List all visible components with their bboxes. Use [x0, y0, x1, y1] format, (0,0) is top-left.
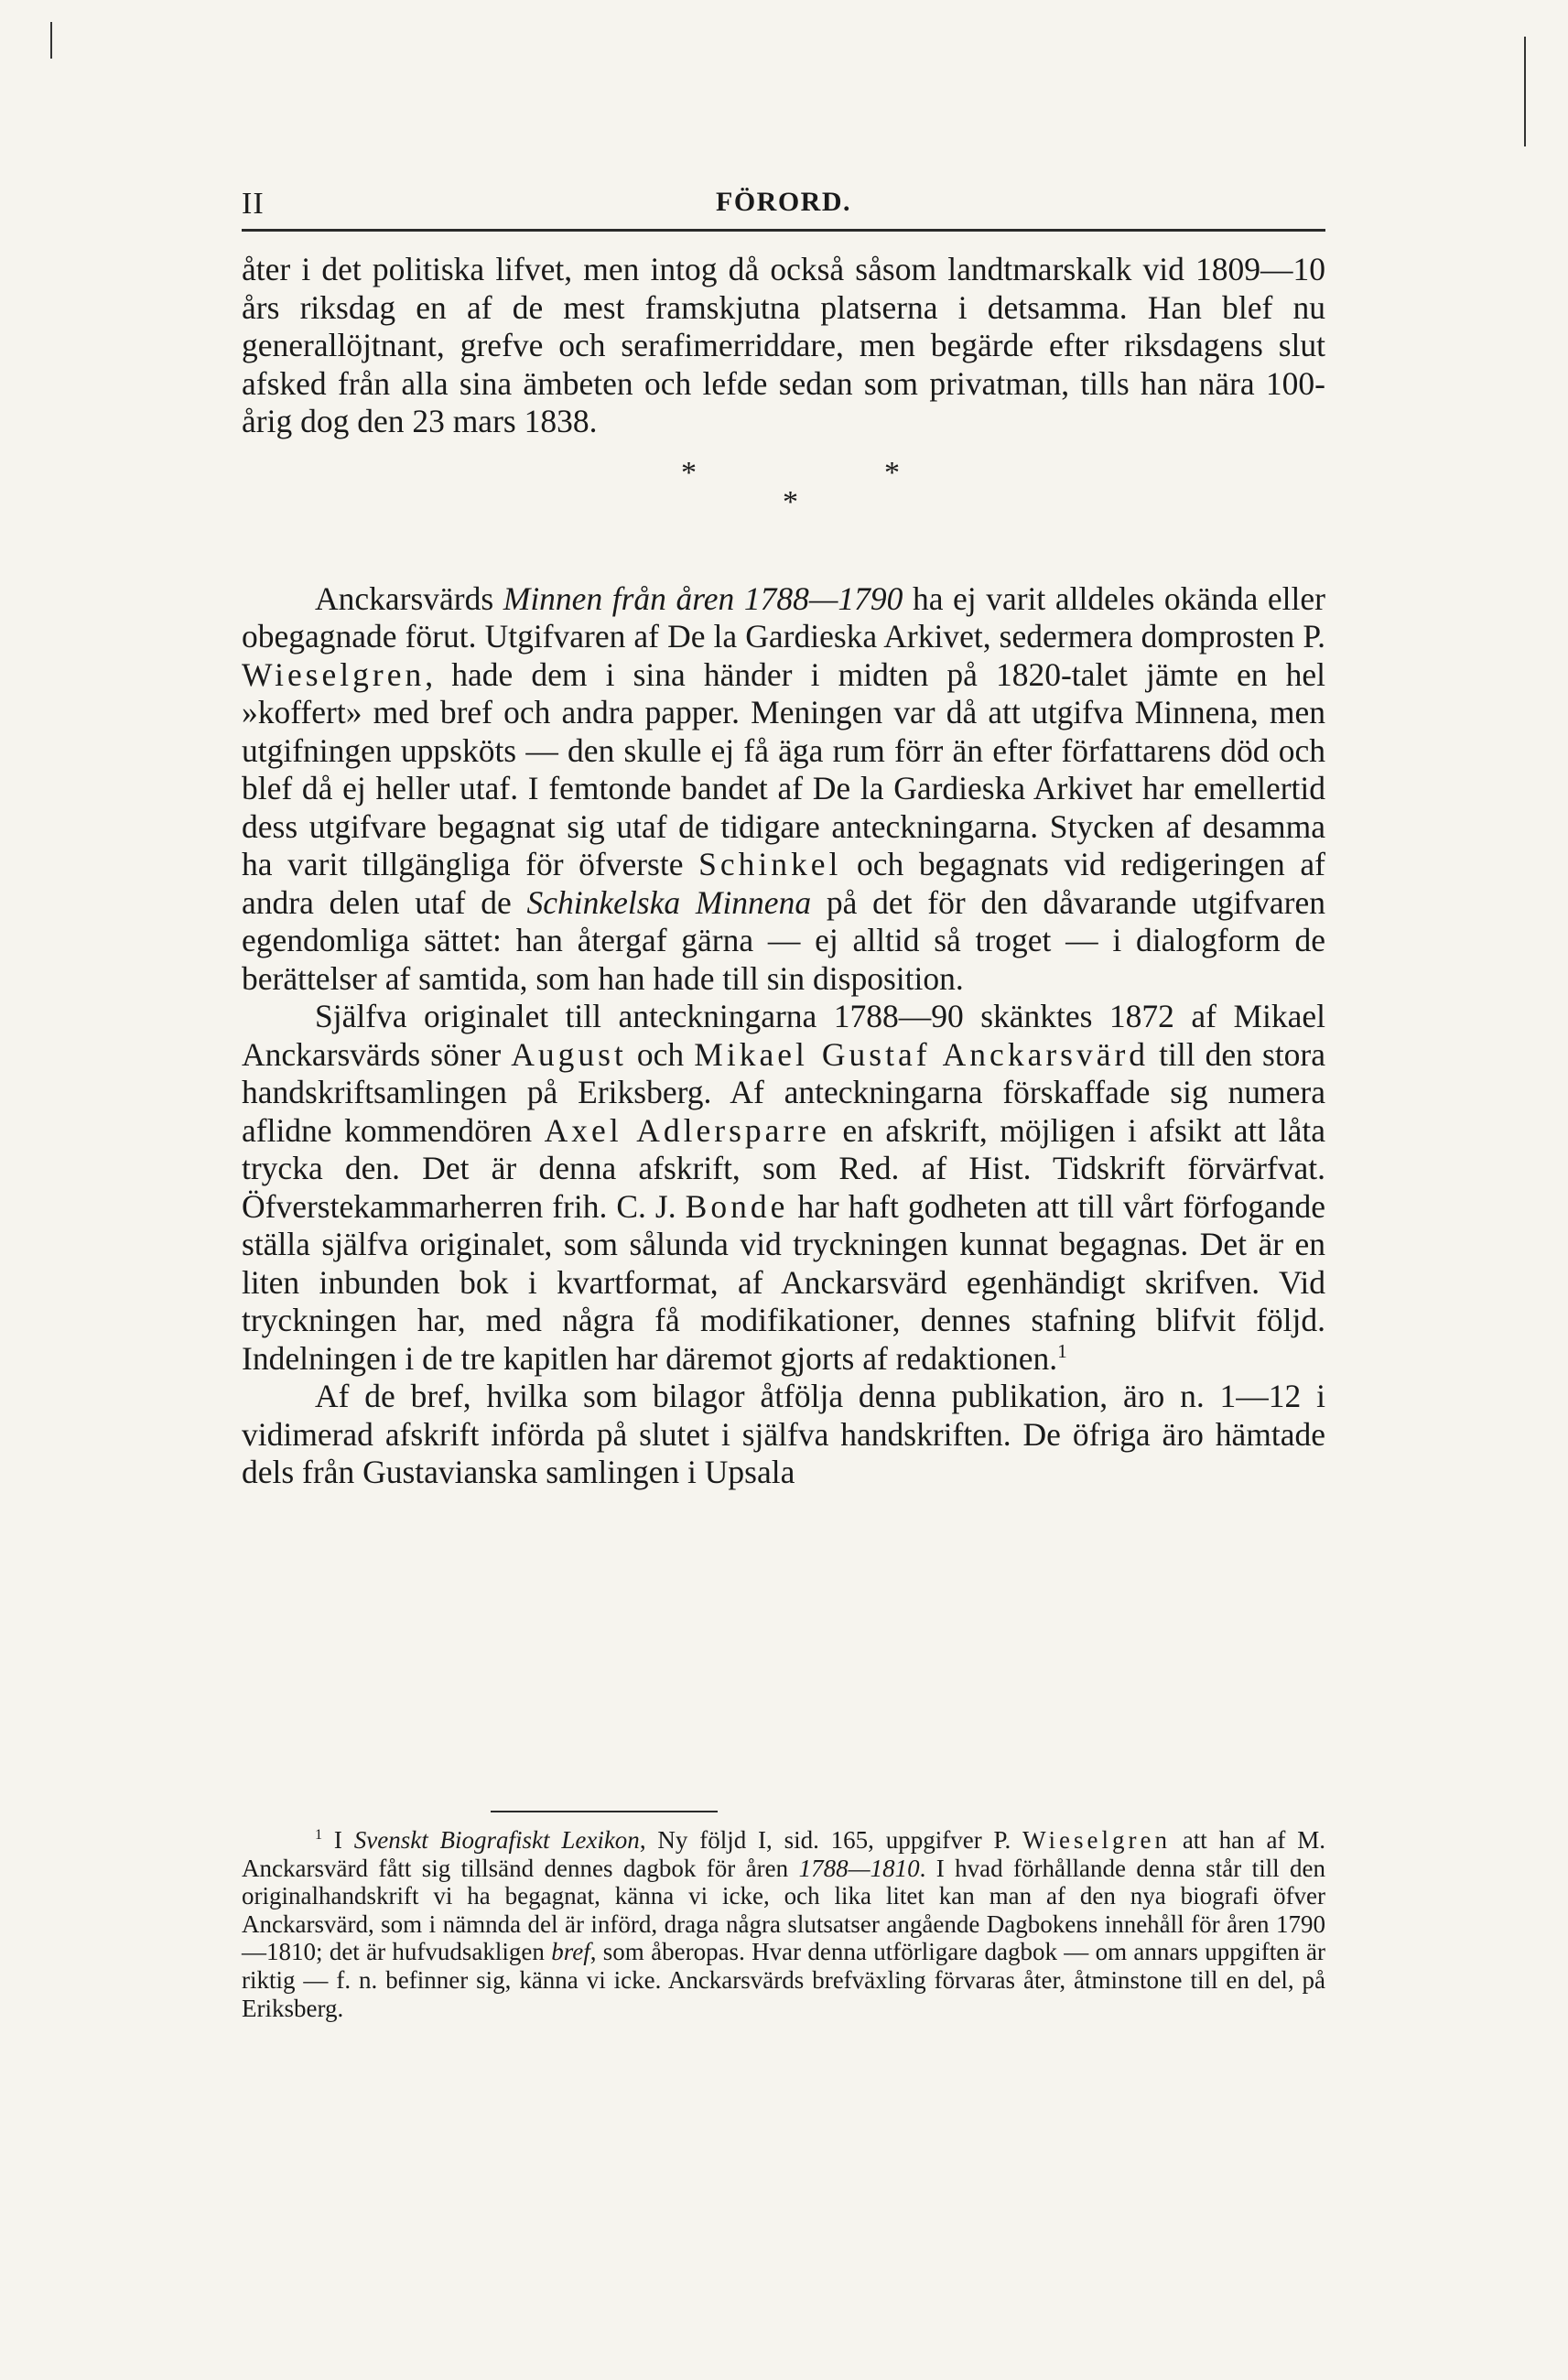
italic-years: 1788—1810 [798, 1854, 920, 1882]
asterisk: * [884, 455, 900, 490]
paragraph-2 [242, 580, 1325, 999]
text-run: . I hvad förhållande denna står till den originalhandskrift vi ha begagnat, känna vi icke, och lika litet kan man af den nya biografi öfver Anckarsvärd, som i nämnda del är införd, draga några slutsatser angående Dagbokens innehåll för åren 1790—1810; det är hufvudsakligen [242, 1854, 1326, 1966]
footnote-rule [491, 1811, 718, 1812]
person-name: Mikael Gustaf Anckarsvärd [694, 1035, 1150, 1073]
paragraph-3 [242, 998, 1325, 1378]
text-run: att han af M. Anckarsvärd fått sig tillsänd dennes dagbok för åren [242, 1826, 1325, 1882]
text-run: till den stora handskriftsamlingen på Eriksberg. Af anteckningarna förskaffade sig numera aflidne kommendören [242, 1035, 1326, 1149]
text-run: Anckarsvärds [315, 579, 503, 617]
page-header [242, 183, 1325, 232]
text-run: Själfva originalet till anteckningarna 1788—90 skänktes 1872 af Mikael Anckarsvärds söner [242, 998, 1325, 1073]
footnote-reference: 1 [1057, 1339, 1067, 1362]
text-run: , Ny följd I, sid. 165, uppgifver P. [639, 1826, 1023, 1854]
page-number: II [242, 187, 265, 221]
body-text [242, 251, 1325, 1492]
person-name: Axel Adlersparre [544, 1111, 830, 1149]
scan-edge-mark-left [50, 22, 52, 59]
text-run: och begagnats vid redigeringen af andra delen utaf de [242, 846, 1325, 921]
section-break-asterisks [242, 441, 1325, 564]
person-name: Wieselgren [1022, 1826, 1171, 1854]
footnote-1 [242, 1826, 1325, 2022]
text-run: har haft godheten att till vårt förfogande ställa själfva originalet, som sålunda vid tryckningen kunnat begagnas. Det är en liten inbunden bok i kvartformat, af Anckarsvärd egenhändigt skrifven. Vid tryckningen har, med några få modifikationer, dennes stafning blifvit följd. Indelningen i de tre kapitlen har däremot gjorts af redaktionen. [242, 1187, 1325, 1377]
text-run: och [626, 1035, 695, 1073]
person-name: Wieselgren [242, 655, 426, 693]
running-head: FÖRORD. [716, 187, 851, 217]
book-title: Svenskt Biografiskt Lexikon [353, 1826, 640, 1854]
text-run: , hade dem i sina händer i midten på 1820-talet jämte en hel »koffert» med bref och andra papper. Meningen var då att utgifva Minnena, men utgifningen uppsköts — den skulle ej få äga rum förr än efter författarens död och blef då ej heller utaf. I femtonde bandet af De la Gardieska Arkivet har emellertid dess utgifvare begagnat sig utaf de tidigare anteckningarna. Stycken af desamma ha varit tillgängliga för öfverste [242, 655, 1325, 882]
italic-word: bref [551, 1938, 590, 1966]
text-run: I [322, 1826, 354, 1854]
person-name: August [511, 1035, 627, 1073]
text-run: på det för den dåvarande utgifvaren egendomliga sättet: han återgaf gärna — ej alltid så troget — i dialogform de berättelser af samtida, som han hade till sin disposition. [242, 883, 1325, 997]
footnote-mark: 1 [315, 1826, 323, 1843]
person-name: Bonde [685, 1187, 789, 1225]
paragraph-1: åter i det politiska lifvet, men intog då också såsom landtmarskalk vid 1809—10 års riksdag en af de mest framskjutna platserna i detsamma. Han blef nu generallöjtnant, grefve och serafimerriddare, men begärde efter riksdagens slut afsked från alla sina ämbeten och lefde sedan som privatman, tills han nära 100-årig dog den 23 mars 1838. [242, 251, 1325, 439]
asterisk: * [783, 484, 798, 519]
footnote [242, 1826, 1325, 2022]
text-run: , som åberopas. Hvar denna utförligare dagbok — om annars uppgiften är riktig — f. n. befinner sig, känna vi icke. Anckarsvärds brefväxling förvaras åter, åtminstone till en del, på Eriksberg. [242, 1938, 1325, 2022]
text-run: en afskrift, möjligen i afsikt att låta trycka den. Det är denna afskrift, som Red. af Hist. Tidskrift förvärfvat. Öfverstekammarherren frih. C. J. [242, 1111, 1325, 1225]
book-title: Minnen från åren 1788—1790 [503, 579, 903, 617]
paragraph-4: Af de bref, hvilka som bilagor åtfölja denna publikation, äro n. 1—12 i vidimerad afskrift införda på slutet i själfva handskriften. De öfriga äro hämtade dels från Gustavianska samlingen i Upsala [242, 1378, 1325, 1490]
person-name: Schinkel [698, 846, 842, 882]
text-run: ha ej varit alldeles okända eller obegagnade förut. Utgifvaren af De la Gardieska Arkivet, sedermera domprosten P. [242, 579, 1325, 654]
book-title: Schinkelska Minnena [526, 883, 812, 921]
scan-edge-mark-right [1524, 37, 1526, 146]
asterisk: * [681, 455, 697, 490]
